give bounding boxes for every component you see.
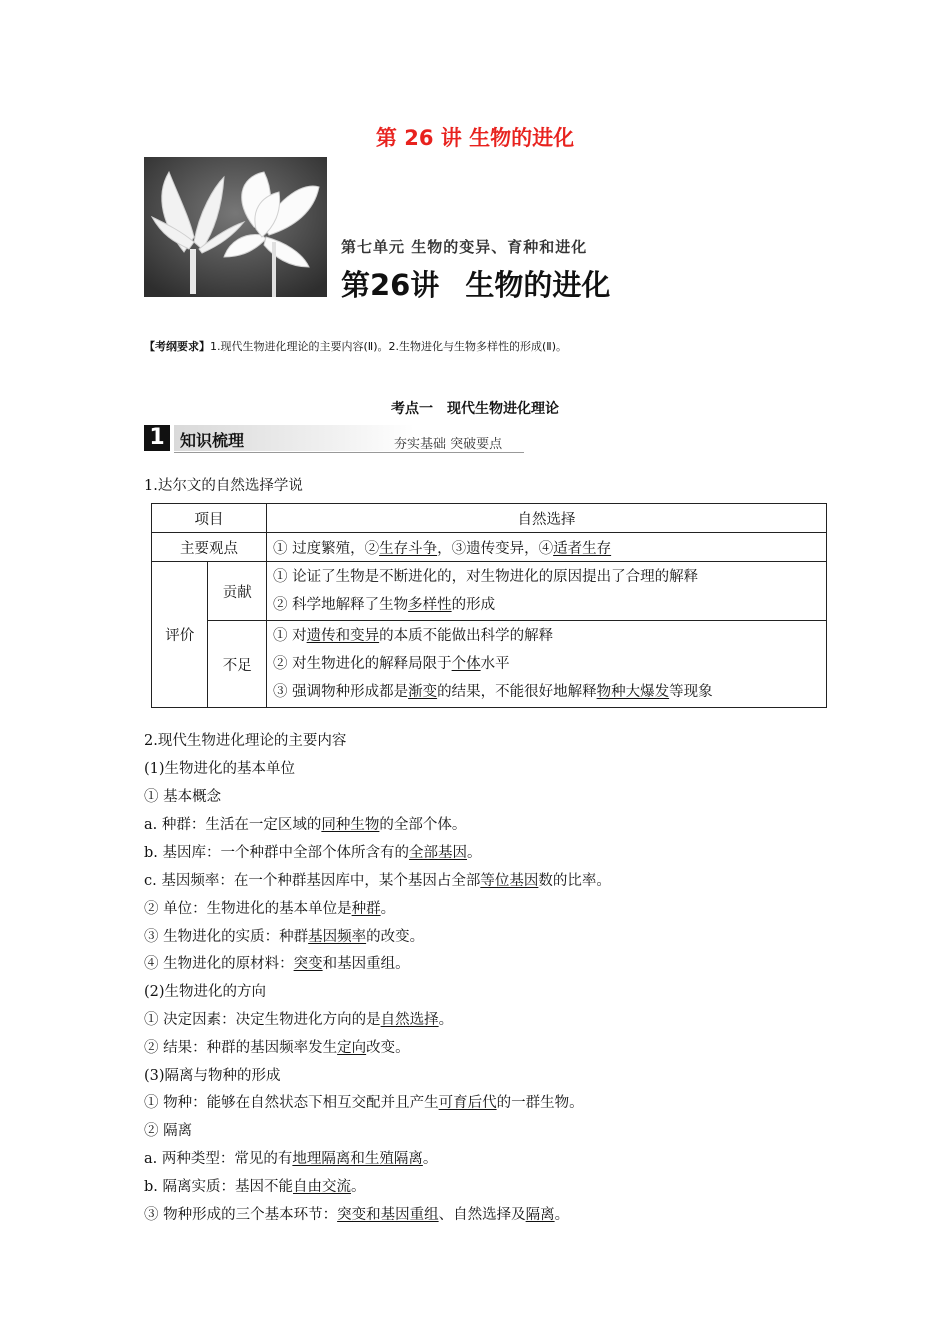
s2-p1-1: ① 基本概念: [144, 789, 222, 805]
s2-b: b. 基因库：一个种群中全部个体所含有的全部基因。: [144, 845, 482, 861]
lecture-number: 第26讲: [341, 268, 440, 302]
shortcoming-content: [267, 621, 827, 708]
shortcoming-1: ① 对遗传和变异的本质不能做出科学的解释: [273, 628, 554, 644]
header-natural-selection: 自然选择: [267, 504, 827, 533]
contribution-label: 贡献: [208, 562, 267, 621]
kaodian-heading: 考点一 现代生物进化理论: [391, 401, 559, 417]
contribution-2: ② 科学地解释了生物多样性的形成: [273, 597, 496, 613]
shortcoming-label: 不足: [208, 621, 267, 708]
lecture-heading: [341, 263, 610, 304]
shortcoming-2: ② 对生物进化的解释局限于个体水平: [273, 656, 510, 672]
page-title: 第 26 讲 生物的进化: [375, 126, 575, 150]
lecture-title: 生物的进化: [465, 268, 611, 302]
s2-p1-4: ④ 生物进化的原材料：突变和基因重组。: [144, 956, 410, 972]
section-slogan: 夯实基础 突破要点: [394, 437, 503, 452]
exam-requirements: [144, 338, 567, 354]
unit-subtitle: 第七单元 生物的变异、育种和进化: [341, 238, 588, 256]
flower-photo: [144, 157, 327, 297]
flower-image-icon: [144, 157, 327, 297]
s2-p1: (1)生物进化的基本单位: [144, 761, 296, 777]
s2-a: a. 种群：生活在一定区域的同种生物的全部个体。: [144, 817, 467, 833]
section-number: 1: [144, 425, 170, 451]
s2-p3-2a: a. 两种类型：常见的有地理隔离和生殖隔离。: [144, 1151, 438, 1167]
section-band: [144, 423, 524, 453]
shortcoming-3: ③ 强调物种形成都是渐变的结果，不能很好地解释物种大爆发等现象: [273, 684, 713, 700]
header-item: 项目: [152, 504, 267, 533]
darwin-table: [151, 503, 827, 708]
s2-p1-2: ② 单位：生物进化的基本单位是种群。: [144, 901, 396, 917]
s2-c: c. 基因频率：在一个种群基因库中，某个基因占全部等位基因数的比率。: [144, 873, 611, 889]
s2-p2-1: ① 决定因素：决定生物进化方向的是自然选择。: [144, 1012, 454, 1028]
s2-p3-3: ③ 物种形成的三个基本环节：突变和基因重组、自然选择及隔离。: [144, 1207, 570, 1223]
requirements-text: 1.现代生物进化理论的主要内容(Ⅱ)。2.生物进化与生物多样性的形成(Ⅱ)。: [210, 340, 567, 353]
section2-title: 2.现代生物进化理论的主要内容: [144, 733, 347, 749]
s2-p2-2: ② 结果：种群的基因频率发生定向改变。: [144, 1040, 410, 1056]
s2-p2: (2)生物进化的方向: [144, 984, 267, 1000]
s2-p3-2b: b. 隔离实质：基因不能自由交流。: [144, 1179, 366, 1195]
row-main-view-content: ① 过度繁殖，②生存斗争，③遗传变异，④适者生存: [267, 533, 827, 562]
s2-p3-1: ① 物种：能够在自然状态下相互交配并且产生可育后代的一群生物。: [144, 1095, 584, 1111]
row-main-view-label: 主要观点: [152, 533, 267, 562]
s2-p1-3: ③ 生物进化的实质：种群基因频率的改变。: [144, 929, 425, 945]
contribution-content: [267, 562, 827, 621]
requirements-tag: 【考纲要求】: [144, 340, 210, 353]
section1-title: 1.达尔文的自然选择学说: [144, 478, 303, 494]
evaluation-label: 评价: [152, 562, 208, 708]
contribution-1: ① 论证了生物是不断进化的，对生物进化的原因提出了合理的解释: [273, 569, 699, 585]
s2-p3-2: ② 隔离: [144, 1123, 193, 1139]
section-label: 知识梳理: [180, 431, 245, 450]
s2-p3: (3)隔离与物种的形成: [144, 1068, 281, 1084]
